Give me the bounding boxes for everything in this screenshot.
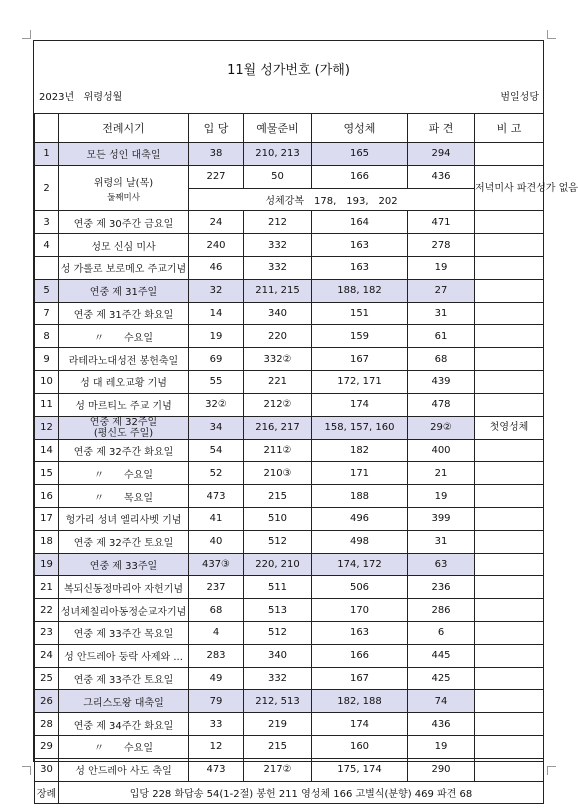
row-note	[475, 599, 544, 622]
row-liturgy: 〃 수요일	[59, 735, 189, 758]
row-communion: 182	[312, 439, 408, 462]
row-communion: 151	[312, 302, 408, 325]
row-offertory: 340	[244, 302, 312, 325]
table-row	[35, 485, 544, 508]
row-entrance: 437③	[189, 553, 244, 576]
row-entrance: 41	[189, 507, 244, 530]
row-liturgy: 성 안드레아 둥락 사제와 ...	[59, 644, 189, 667]
row-entrance: 33	[189, 713, 244, 736]
table-row	[35, 234, 544, 257]
row-liturgy: 성모 신심 미사	[59, 234, 189, 257]
row-entrance: 24	[189, 211, 244, 234]
row-note	[475, 667, 544, 690]
table-row	[35, 713, 544, 736]
table-row	[35, 416, 544, 439]
row-offertory: 332②	[244, 348, 312, 371]
row-entrance: 38	[189, 143, 244, 166]
row-number: 16	[35, 485, 59, 508]
row-entrance: 79	[189, 690, 244, 713]
row-note	[475, 485, 544, 508]
row-liturgy: 연중 제 31주일	[59, 279, 189, 302]
row-note	[475, 302, 544, 325]
header-entrance: 입 당	[189, 114, 244, 143]
parish-name: 범일성당	[500, 92, 539, 103]
row-entrance: 240	[189, 234, 244, 257]
row-note	[475, 348, 544, 371]
row-offertory: 220	[244, 325, 312, 348]
row-note	[475, 256, 544, 279]
row-number: 12	[35, 416, 59, 439]
row-number: 24	[35, 644, 59, 667]
row-entrance: 40	[189, 530, 244, 553]
row-dismissal: 19	[408, 735, 475, 758]
table-row	[35, 576, 544, 599]
row-dismissal: 439	[408, 370, 475, 393]
row-dismissal: 63	[408, 553, 475, 576]
row-number: 3	[35, 211, 59, 234]
row-note	[475, 758, 544, 781]
row-communion: 167	[312, 348, 408, 371]
row-liturgy-subtitle: (평신도 주일)	[93, 427, 154, 439]
row-dismissal: 74	[408, 690, 475, 713]
row-offertory: 512	[244, 621, 312, 644]
header-offertory: 예물준비	[244, 114, 312, 143]
row-liturgy	[59, 416, 189, 439]
row-communion: 171	[312, 462, 408, 485]
row-dismissal: 478	[408, 393, 475, 416]
row-liturgy: 연중 제 34주간 화요일	[59, 713, 189, 736]
crop-mark-bottom-left	[22, 766, 31, 775]
row-note	[475, 530, 544, 553]
row-offertory: 210③	[244, 462, 312, 485]
row-dismissal: 399	[408, 507, 475, 530]
document-frame	[33, 40, 578, 800]
row-liturgy-title: 위령의 날(목)	[93, 177, 154, 189]
row-offertory: 217②	[244, 758, 312, 781]
row-dismissal: 436	[408, 165, 475, 188]
row-entrance: 55	[189, 370, 244, 393]
funeral-row	[35, 781, 544, 804]
row-liturgy: 라테라노대성전 봉헌축일	[59, 348, 189, 371]
row-communion: 166	[312, 644, 408, 667]
row-note: 저녁미사 파견성가 없음	[475, 165, 544, 211]
row-entrance: 4	[189, 621, 244, 644]
row-entrance: 49	[189, 667, 244, 690]
row-note	[475, 325, 544, 348]
row-number: 26	[35, 690, 59, 713]
row-dismissal: 445	[408, 644, 475, 667]
row-liturgy: 그리스도왕 대축일	[59, 690, 189, 713]
row-offertory: 332	[244, 667, 312, 690]
row-note	[475, 735, 544, 758]
row-number: 15	[35, 462, 59, 485]
crop-mark-top-right	[547, 30, 556, 39]
table-row	[35, 507, 544, 530]
row-liturgy: 헝가리 성녀 엘리사벳 기념	[59, 507, 189, 530]
row-number: 17	[35, 507, 59, 530]
row-entrance: 473	[189, 758, 244, 781]
row-communion: 174	[312, 393, 408, 416]
row-communion: 163	[312, 234, 408, 257]
row-dismissal: 400	[408, 439, 475, 462]
row-communion: 167	[312, 667, 408, 690]
row-offertory: 212②	[244, 393, 312, 416]
row-offertory: 332	[244, 256, 312, 279]
row-communion: 174	[312, 713, 408, 736]
table-row	[35, 325, 544, 348]
row-communion: 165	[312, 143, 408, 166]
row-dismissal: 61	[408, 325, 475, 348]
table-row	[35, 143, 544, 166]
row-offertory: 512	[244, 530, 312, 553]
row-number	[35, 256, 59, 279]
row-liturgy: 성녀체칠리아동정순교자기념	[59, 599, 189, 622]
table-row	[35, 256, 544, 279]
row-number: 2	[35, 165, 59, 211]
row-communion: 496	[312, 507, 408, 530]
row-number: 5	[35, 279, 59, 302]
row-liturgy: 성 안드레아 사도 축일	[59, 758, 189, 781]
row-dismissal: 31	[408, 302, 475, 325]
crop-mark-bottom-right	[547, 766, 556, 775]
row-note	[475, 713, 544, 736]
table-row	[35, 644, 544, 667]
row-number: 19	[35, 553, 59, 576]
header-communion: 영성체	[312, 114, 408, 143]
row-offertory: 513	[244, 599, 312, 622]
row-offertory: 332	[244, 234, 312, 257]
row-liturgy: 연중 제 31주간 화요일	[59, 302, 189, 325]
row-liturgy-title: 연중 제 32주일	[89, 416, 158, 428]
row-communion: 174, 172	[312, 553, 408, 576]
row-note	[475, 576, 544, 599]
row-communion: 172, 171	[312, 370, 408, 393]
row-communion: 188, 182	[312, 279, 408, 302]
row-offertory: 220, 210	[244, 553, 312, 576]
row-liturgy: 모든 성인 대축일	[59, 143, 189, 166]
row-number: 4	[35, 234, 59, 257]
row-note	[475, 644, 544, 667]
row-entrance: 14	[189, 302, 244, 325]
row-number: 28	[35, 713, 59, 736]
row-entrance: 227	[189, 165, 244, 188]
row-communion: 164	[312, 211, 408, 234]
row-number: 23	[35, 621, 59, 644]
row-note	[475, 462, 544, 485]
hymn-schedule-table	[34, 113, 578, 804]
row-offertory: 216, 217	[244, 416, 312, 439]
header-no	[35, 114, 59, 143]
table-row	[35, 530, 544, 553]
row-communion: 160	[312, 735, 408, 758]
row-dismissal: 27	[408, 279, 475, 302]
row-note	[475, 507, 544, 530]
row-communion: 163	[312, 256, 408, 279]
row-note: 첫영성체	[475, 416, 544, 439]
row-offertory: 211, 215	[244, 279, 312, 302]
row-dismissal: 236	[408, 576, 475, 599]
row-liturgy: 연중 제 32주간 화요일	[59, 439, 189, 462]
header-liturgy: 전례시기	[59, 114, 189, 143]
row-liturgy: 연중 제 33주간 목요일	[59, 621, 189, 644]
table-row	[35, 735, 544, 758]
row-dismissal: 278	[408, 234, 475, 257]
row-number: 7	[35, 302, 59, 325]
header-year	[39, 88, 122, 103]
table-row	[35, 599, 544, 622]
header-note: 비 고	[475, 114, 544, 143]
table-row	[35, 462, 544, 485]
table-row	[35, 393, 544, 416]
row-liturgy-subtitle: 둘째미사	[107, 192, 140, 203]
crop-mark-top-left	[22, 30, 31, 39]
row-offertory: 50	[244, 165, 312, 188]
row-communion: 170	[312, 599, 408, 622]
row-entrance: 68	[189, 599, 244, 622]
row-offertory: 215	[244, 735, 312, 758]
row-liturgy: 성 대 레오교황 기념	[59, 370, 189, 393]
header-dismissal: 파 견	[408, 114, 475, 143]
row-benediction: 성체강복 178, 193, 202	[189, 188, 475, 211]
row-offertory: 215	[244, 485, 312, 508]
year-label: 2023년	[39, 92, 75, 103]
table-row	[35, 279, 544, 302]
row-communion: 506	[312, 576, 408, 599]
row-entrance: 46	[189, 256, 244, 279]
row-number: 14	[35, 439, 59, 462]
row-dismissal: 6	[408, 621, 475, 644]
row-dismissal: 471	[408, 211, 475, 234]
row-note	[475, 553, 544, 576]
row-dismissal: 294	[408, 143, 475, 166]
row-liturgy: 복되신동정마리아 자헌기념	[59, 576, 189, 599]
row-offertory: 340	[244, 644, 312, 667]
table-row	[35, 302, 544, 325]
table-row	[35, 439, 544, 462]
row-liturgy: 연중 제 33주일	[59, 553, 189, 576]
table-row	[35, 553, 544, 576]
table-row	[35, 370, 544, 393]
row-entrance: 34	[189, 416, 244, 439]
row-offertory: 510	[244, 507, 312, 530]
row-note	[475, 279, 544, 302]
row-dismissal: 290	[408, 758, 475, 781]
row-entrance: 69	[189, 348, 244, 371]
row-dismissal: 21	[408, 462, 475, 485]
row-entrance: 32②	[189, 393, 244, 416]
row-communion: 175, 174	[312, 758, 408, 781]
row-communion: 159	[312, 325, 408, 348]
row-note	[475, 621, 544, 644]
row-communion: 498	[312, 530, 408, 553]
row-communion: 163	[312, 621, 408, 644]
row-offertory: 212, 513	[244, 690, 312, 713]
row-dismissal: 29②	[408, 416, 475, 439]
page-title: 11월 성가번호 (가해)	[227, 63, 350, 78]
row-communion: 158, 157, 160	[312, 416, 408, 439]
row-number: 11	[35, 393, 59, 416]
row-dismissal: 68	[408, 348, 475, 371]
row-number: 22	[35, 599, 59, 622]
row-liturgy: 〃 목요일	[59, 485, 189, 508]
row-entrance: 32	[189, 279, 244, 302]
row-number: 18	[35, 530, 59, 553]
month-label: 위령성월	[83, 92, 123, 103]
row-liturgy: 연중 제 30주간 금요일	[59, 211, 189, 234]
row-note	[475, 393, 544, 416]
row-number: 21	[35, 576, 59, 599]
row-number: 29	[35, 735, 59, 758]
table-row	[35, 667, 544, 690]
row-entrance: 283	[189, 644, 244, 667]
table-row	[35, 348, 544, 371]
row-liturgy	[59, 165, 189, 211]
row-dismissal: 19	[408, 485, 475, 508]
row-note	[475, 234, 544, 257]
row-offertory: 511	[244, 576, 312, 599]
row-dismissal: 425	[408, 667, 475, 690]
row-note	[475, 439, 544, 462]
row-number: 9	[35, 348, 59, 371]
row-entrance: 473	[189, 485, 244, 508]
row-entrance: 52	[189, 462, 244, 485]
table-row	[35, 758, 544, 781]
row-liturgy: 연중 제 33주간 토요일	[59, 667, 189, 690]
row-entrance: 12	[189, 735, 244, 758]
row-note	[475, 143, 544, 166]
row-number: 1	[35, 143, 59, 166]
row-offertory: 221	[244, 370, 312, 393]
row-number: 10	[35, 370, 59, 393]
row-note	[475, 370, 544, 393]
row-number: 8	[35, 325, 59, 348]
row-dismissal: 19	[408, 256, 475, 279]
row-dismissal: 436	[408, 713, 475, 736]
row-note	[475, 211, 544, 234]
row-number: 25	[35, 667, 59, 690]
row-number: 30	[35, 758, 59, 781]
table-header-row	[35, 114, 544, 143]
row-communion: 166	[312, 165, 408, 188]
row-offertory: 210, 213	[244, 143, 312, 166]
row-offertory: 212	[244, 211, 312, 234]
row-liturgy: 〃 수요일	[59, 462, 189, 485]
row-liturgy: 성 가롤로 보로메오 주교기념	[59, 256, 189, 279]
row-liturgy: 성 마르티노 주교 기념	[59, 393, 189, 416]
row-dismissal: 31	[408, 530, 475, 553]
row-entrance: 19	[189, 325, 244, 348]
row-dismissal: 286	[408, 599, 475, 622]
table-row	[35, 621, 544, 644]
row-communion: 188	[312, 485, 408, 508]
row-entrance: 54	[189, 439, 244, 462]
row-offertory: 211②	[244, 439, 312, 462]
row-liturgy: 연중 제 32주간 토요일	[59, 530, 189, 553]
row-note	[475, 690, 544, 713]
row-entrance: 237	[189, 576, 244, 599]
table-row	[35, 211, 544, 234]
table-row	[35, 690, 544, 713]
row-communion: 182, 188	[312, 690, 408, 713]
funeral-text: 입당 228 화답송 54(1-2절) 봉헌 211 영성체 166 고별식(분향) 469 파견 68	[59, 781, 544, 804]
row-offertory: 219	[244, 713, 312, 736]
row-liturgy: 〃 수요일	[59, 325, 189, 348]
funeral-label: 장례	[35, 781, 59, 804]
table-row	[35, 165, 544, 188]
